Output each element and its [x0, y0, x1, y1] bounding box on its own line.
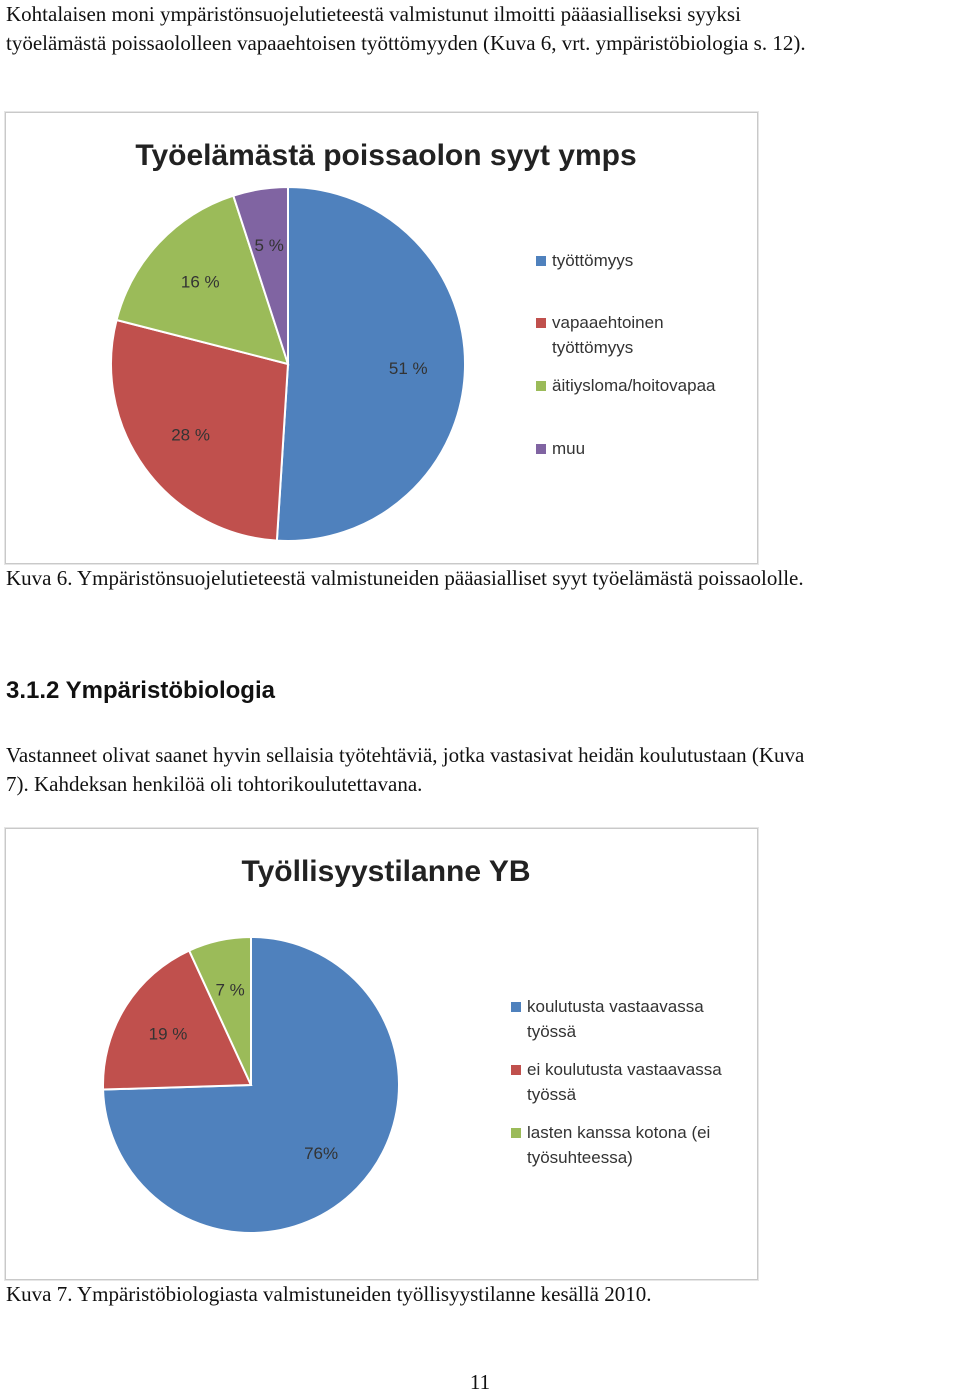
figure-6-caption: Kuva 6. Ympäristönsuojelutieteestä valmistuneiden pääasialliset syyt työelämästä poissaololle. [6, 566, 804, 590]
legend-label: työssä [527, 1085, 577, 1104]
pie-slice-label: 19 % [148, 1024, 188, 1044]
legend-label: työttömyys [552, 338, 634, 357]
legend-swatch [511, 1128, 521, 1138]
legend-label: työttömyys [552, 251, 634, 270]
pie-slice-label: 28 % [171, 425, 210, 445]
legend-swatch [511, 1065, 521, 1075]
legend-label: äitiysloma/hoitovapaa [552, 376, 716, 395]
body-line-2: 7). Kahdeksan henkilöä oli tohtorikoulutettavana. [6, 772, 423, 796]
legend-swatch [536, 318, 546, 328]
intro-line-2: työelämästä poissaololleen vapaaehtoisen työttömyyden (Kuva 6, vrt. ympäristöbiologia s. 12). [6, 31, 806, 55]
body-paragraph [6, 741, 956, 799]
pie-chart-absence-reasons [6, 113, 757, 563]
chart-employment-status [5, 828, 758, 1280]
legend-label: lasten kanssa kotona (ei [527, 1123, 711, 1142]
intro-paragraph [6, 0, 956, 58]
legend-label: työssä [527, 1022, 577, 1041]
chart-title: Työllisyystilanne YB [241, 855, 531, 888]
legend-swatch [536, 381, 546, 391]
chart-title: Työelämästä poissaolon syyt ymps [135, 139, 637, 172]
pie-slice-1 [277, 187, 465, 541]
legend-label: työsuhteessa) [527, 1148, 633, 1167]
chart-absence-reasons [5, 112, 758, 564]
pie-slice-label: 5 % [254, 236, 284, 256]
legend-swatch [536, 444, 546, 454]
page-number: 11 [469, 1370, 491, 1394]
intro-line-1: Kohtalaisen moni ympäristönsuojelutieteestä valmistunut ilmoitti pääasialliseksi syyksi [6, 2, 741, 26]
body-line-1: Vastanneet olivat saanet hyvin sellaisia työtehtäviä, jotka vastasivat heidän koulutustaan (Kuva [6, 743, 805, 767]
pie-chart-employment-status [6, 829, 757, 1279]
pie-slice-label: 16 % [180, 272, 220, 292]
legend-label: vapaaehtoinen [552, 313, 664, 332]
legend-label: muu [552, 439, 586, 458]
pie-slice-label: 51 % [388, 358, 428, 378]
pie-slice-label: 7 % [215, 980, 245, 1000]
pie-slice-label: 76% [304, 1144, 339, 1163]
legend-swatch [536, 256, 546, 266]
legend-label: ei koulutusta vastaavassa [527, 1060, 722, 1079]
legend-label: koulutusta vastaavassa [527, 997, 704, 1016]
figure-7-caption: Kuva 7. Ympäristöbiologiasta valmistuneiden työllisyystilanne kesällä 2010. [6, 1282, 652, 1306]
section-heading: 3.1.2 Ympäristöbiologia [6, 677, 275, 704]
legend-swatch [511, 1002, 521, 1012]
